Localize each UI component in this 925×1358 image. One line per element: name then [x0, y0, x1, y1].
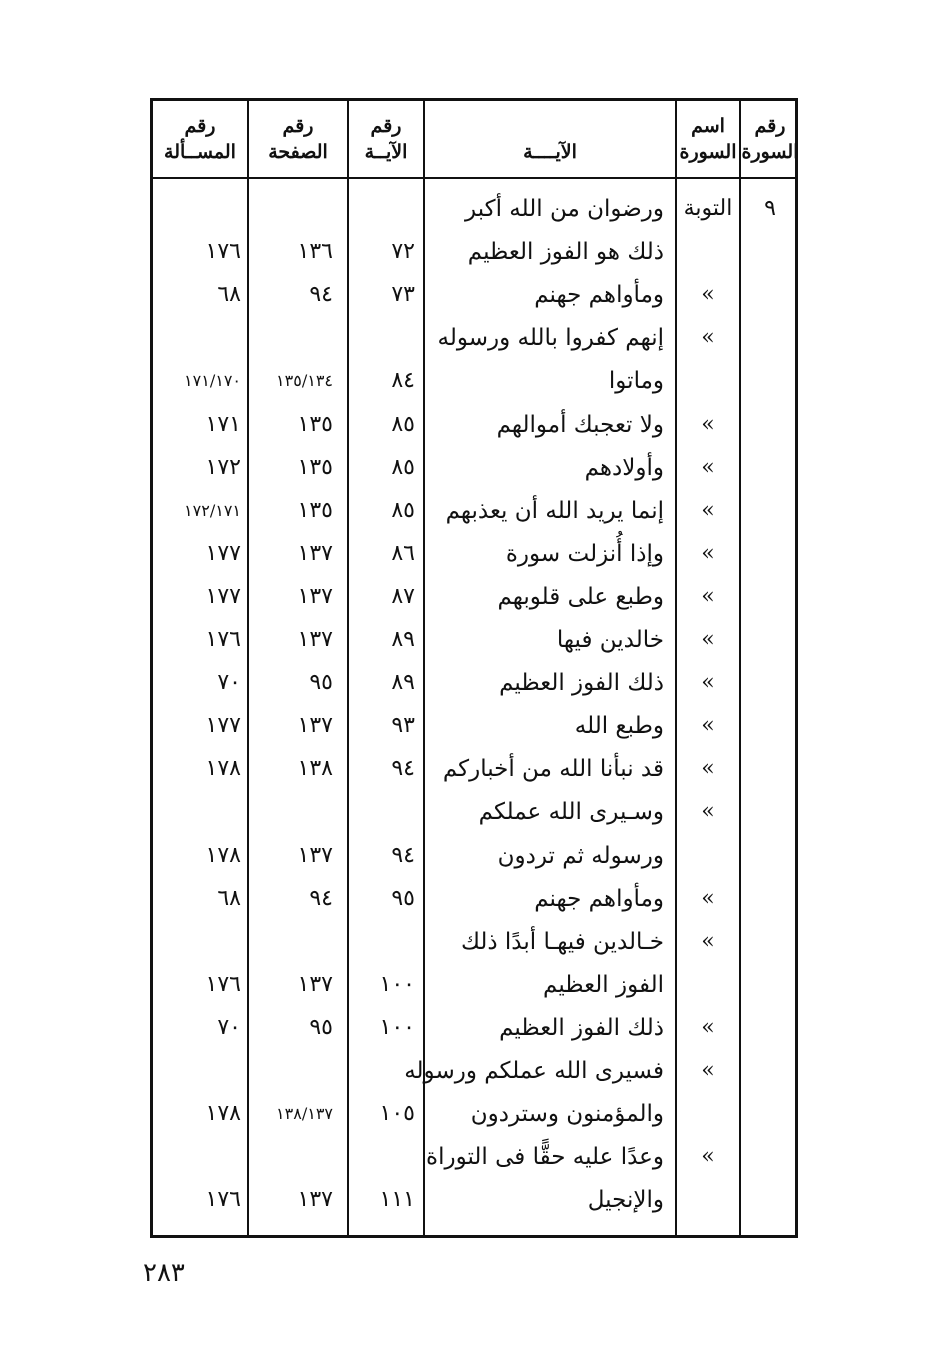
table-row [153, 1051, 795, 1091]
issue-number-cell: ١٧٧ [205, 583, 241, 609]
page-number-cell [249, 922, 347, 962]
table-row [153, 1008, 795, 1048]
surah-name-cell: » [701, 583, 715, 609]
surah-number-cell [741, 361, 799, 401]
issue-number-cell: ١٧٢ [205, 454, 241, 480]
table-row [153, 534, 795, 574]
surah-number-cell [741, 1008, 799, 1048]
issue-number-cell [153, 792, 247, 832]
page-number-cell [249, 792, 347, 832]
page-number-cell: ٩٥ [309, 1014, 333, 1040]
aya-text-cell: والمؤمنون وستردون [470, 1101, 664, 1128]
aya-number-cell [349, 792, 423, 832]
surah-number-cell [741, 318, 799, 358]
table-row [153, 922, 795, 962]
surah-name-cell: » [701, 928, 715, 954]
aya-number-cell [349, 1137, 423, 1177]
surah-name-cell: » [701, 325, 715, 351]
page-number-cell: ٩٤ [309, 282, 333, 308]
header-surah-number: رقم السورة [741, 115, 799, 163]
aya-text-cell: وعدًا عليه حقًّا فى التوراة [426, 1144, 664, 1171]
aya-number-cell: ٨٤ [391, 368, 415, 394]
aya-number-cell: ٨٥ [391, 497, 415, 523]
aya-number-cell: ١٠٠ [379, 1014, 415, 1040]
aya-number-cell: ٨٩ [391, 627, 415, 652]
aya-text-cell: ذلك الفوز العظيم [499, 670, 664, 697]
aya-number-cell: ٩٣ [391, 713, 415, 739]
page-number-cell: ١٣٨/١٣٧ [276, 1104, 333, 1124]
aya-number-cell: ٩٤ [391, 756, 415, 782]
page-number-cell: ١٣٧ [297, 971, 333, 997]
table-row [153, 189, 795, 229]
table-row [153, 275, 795, 315]
aya-text-cell: وأولادهم [584, 454, 664, 481]
page-number-cell [249, 1137, 347, 1177]
surah-number-cell [741, 491, 799, 531]
page-number-cell: ١٣٧ [297, 583, 333, 609]
aya-number-cell: ١١١ [379, 1187, 415, 1213]
aya-text-cell: ورسوله ثم تردون [497, 842, 664, 869]
table-row [153, 792, 795, 832]
table-row [153, 620, 795, 660]
surah-name-cell [677, 836, 739, 876]
aya-number-cell: ٨٥ [391, 411, 415, 437]
surah-number-cell [741, 965, 799, 1005]
aya-text-cell: وإذا أُنزلت سورة [505, 540, 664, 567]
aya-number-cell: ١٠٠ [379, 971, 415, 997]
issue-number-cell: ١٧٦ [205, 1187, 241, 1213]
issue-number-cell: ١٧٢/١٧١ [184, 500, 241, 520]
surah-name-cell [677, 1180, 739, 1220]
table-row [153, 361, 795, 401]
surah-name-cell [677, 965, 739, 1005]
page-number-cell: ١٣٨ [297, 756, 333, 782]
aya-text-cell: خـالدين فيهـا أبدًا ذلك [460, 928, 664, 955]
issue-number-cell: ٦٨ [217, 885, 241, 911]
surah-number-cell [741, 792, 799, 832]
issue-number-cell: ١٧٨ [205, 842, 241, 868]
surah-number-cell [741, 922, 799, 962]
aya-text-cell: وسـيرى الله عملكم [478, 799, 664, 826]
issue-number-cell [153, 318, 247, 358]
aya-text-cell: والإنجيل [587, 1187, 664, 1214]
surah-name-cell [677, 361, 739, 401]
issue-number-cell [153, 1137, 247, 1177]
aya-number-cell [349, 318, 423, 358]
aya-text-cell: وماتوا [608, 368, 664, 395]
aya-text-cell: قد نبأنا الله من أخباركم [442, 756, 664, 783]
issue-number-cell: ٧٠ [217, 670, 241, 696]
surah-name-cell: » [701, 799, 715, 825]
aya-text-cell: فسيرى الله عملكم ورسوله [404, 1058, 664, 1084]
aya-number-cell: ١٠٥ [379, 1101, 415, 1127]
surah-number-cell [741, 663, 799, 703]
page-number-cell: ١٣٦ [297, 239, 333, 265]
surah-number-cell [741, 879, 799, 919]
surah-name-cell: » [701, 1014, 715, 1040]
aya-number-cell: ٨٥ [391, 454, 415, 480]
issue-number-cell: ١٧٧ [205, 713, 241, 739]
aya-number-cell: ٨٧ [391, 583, 415, 609]
page-number-cell: ١٣٥ [297, 497, 333, 523]
surah-name-cell [677, 232, 739, 272]
issue-number-cell: ٦٨ [217, 282, 241, 308]
page-number-cell: ١٣٧ [297, 713, 333, 739]
issue-number-cell: ١٧٦ [205, 971, 241, 997]
aya-text-cell: ولا تعجبك أموالهم [496, 411, 664, 438]
aya-number-cell: ٨٦ [391, 540, 415, 566]
table-row [153, 879, 795, 919]
table-row [153, 577, 795, 617]
issue-number-cell: ١٧٧ [205, 540, 241, 566]
page-number-cell: ١٣٥ [297, 411, 333, 437]
page-number-cell: ١٣٧ [297, 1187, 333, 1213]
surah-number-cell [741, 577, 799, 617]
surah-name-cell: » [701, 756, 715, 782]
aya-text-cell: ومأواهم جهنم [534, 885, 664, 912]
surah-name-cell: » [701, 670, 715, 696]
aya-number-cell: ٧٢ [391, 239, 415, 265]
aya-text-cell: وطبع على قلوبهم [497, 583, 664, 610]
header-page-number: رقم الصفحة [268, 115, 328, 163]
surah-number-cell [741, 1094, 799, 1134]
page-number-cell: ١٣٥/١٣٤ [276, 371, 333, 391]
table-row [153, 1180, 795, 1220]
header-surah-name: اسم السورة [679, 115, 737, 163]
aya-number-cell: ٧٣ [391, 282, 415, 308]
surah-number-cell [741, 620, 799, 660]
aya-text-cell: ذلك الفوز العظيم [499, 1014, 664, 1041]
aya-number-cell [349, 1051, 423, 1091]
page-number-cell: ١٣٥ [297, 454, 333, 480]
issue-number-cell: ٧٠ [217, 1014, 241, 1040]
surah-name-cell: » [701, 454, 715, 480]
page-number-cell [249, 189, 347, 229]
page-number-cell [249, 318, 347, 358]
issue-number-cell: ١٧١ [205, 411, 241, 437]
surah-number-cell [741, 232, 799, 272]
surah-name-cell [677, 1094, 739, 1134]
header-issue-number: رقم المســألة [164, 115, 236, 163]
page-number-cell: ١٣٧ [297, 540, 333, 566]
page-number-cell: ١٣٧ [297, 627, 333, 652]
surah-number-cell: ٩ [764, 196, 776, 221]
table-row [153, 965, 795, 1005]
surah-name-cell: » [701, 713, 715, 739]
page-number-cell: ١٣٧ [297, 842, 333, 868]
header-aya-number: رقم الآيــة [364, 115, 408, 163]
header-aya-text: الآيــــة [523, 141, 577, 163]
issue-number-cell: ١٧٨ [205, 756, 241, 782]
aya-text-cell: إنما يريد الله أن يعذبهم [445, 497, 664, 524]
aya-text-cell: وطبع الله [574, 713, 664, 740]
page-number-cell: ٩٤ [309, 885, 333, 911]
surah-number-cell [741, 749, 799, 789]
issue-number-cell: ١٧٦ [205, 239, 241, 265]
table-row [153, 232, 795, 272]
surah-number-cell [741, 534, 799, 574]
surah-name-cell: » [701, 282, 715, 308]
surah-number-cell [741, 1137, 799, 1177]
issue-number-cell [153, 1051, 247, 1091]
aya-number-cell: ٨٩ [391, 670, 415, 696]
surah-name-cell: » [701, 540, 715, 566]
surah-number-cell [741, 1180, 799, 1220]
issue-number-cell: ١٧٦ [205, 627, 241, 652]
surah-number-cell [741, 405, 799, 445]
page-number: ٢٨٣ [143, 1258, 185, 1288]
aya-text-cell: ورضوان من الله أكبر [465, 196, 664, 222]
surah-name-cell: التوبة [683, 196, 733, 221]
surah-number-cell [741, 706, 799, 746]
table-row [153, 663, 795, 703]
table-row [153, 448, 795, 488]
surah-name-cell: » [701, 1058, 715, 1083]
surah-name-cell: » [701, 1144, 715, 1170]
surah-number-cell [741, 448, 799, 488]
surah-name-cell: » [701, 627, 715, 652]
table-row [153, 836, 795, 876]
aya-number-cell [349, 189, 423, 229]
issue-number-cell [153, 922, 247, 962]
page-number-cell: ٩٥ [309, 670, 333, 696]
aya-text-cell: خالدين فيها [556, 627, 664, 653]
index-table [150, 98, 798, 1238]
page-number-cell [249, 1051, 347, 1091]
issue-number-cell: ١٧٨ [205, 1101, 241, 1127]
aya-number-cell: ٩٥ [391, 885, 415, 911]
table-row [153, 1094, 795, 1134]
aya-number-cell: ٩٤ [391, 842, 415, 868]
surah-name-cell: » [701, 497, 715, 523]
surah-number-cell [741, 1051, 799, 1091]
aya-text-cell: الفوز العظيم [543, 971, 664, 998]
surah-name-cell: » [701, 411, 715, 437]
aya-text-cell: ومأواهم جهنم [534, 282, 664, 309]
issue-number-cell: ١٧١/١٧٠ [184, 371, 241, 391]
table-row [153, 318, 795, 358]
aya-text-cell: ذلك هو الفوز العظيم [467, 239, 664, 266]
aya-text-cell: إنهم كفروا بالله ورسوله [437, 325, 664, 352]
table-row [153, 1137, 795, 1177]
aya-number-cell [349, 922, 423, 962]
surah-number-cell [741, 836, 799, 876]
surah-number-cell [741, 275, 799, 315]
surah-name-cell: » [701, 885, 715, 911]
table-row [153, 749, 795, 789]
table-row [153, 405, 795, 445]
table-row [153, 491, 795, 531]
table-row [153, 706, 795, 746]
issue-number-cell [153, 189, 247, 229]
